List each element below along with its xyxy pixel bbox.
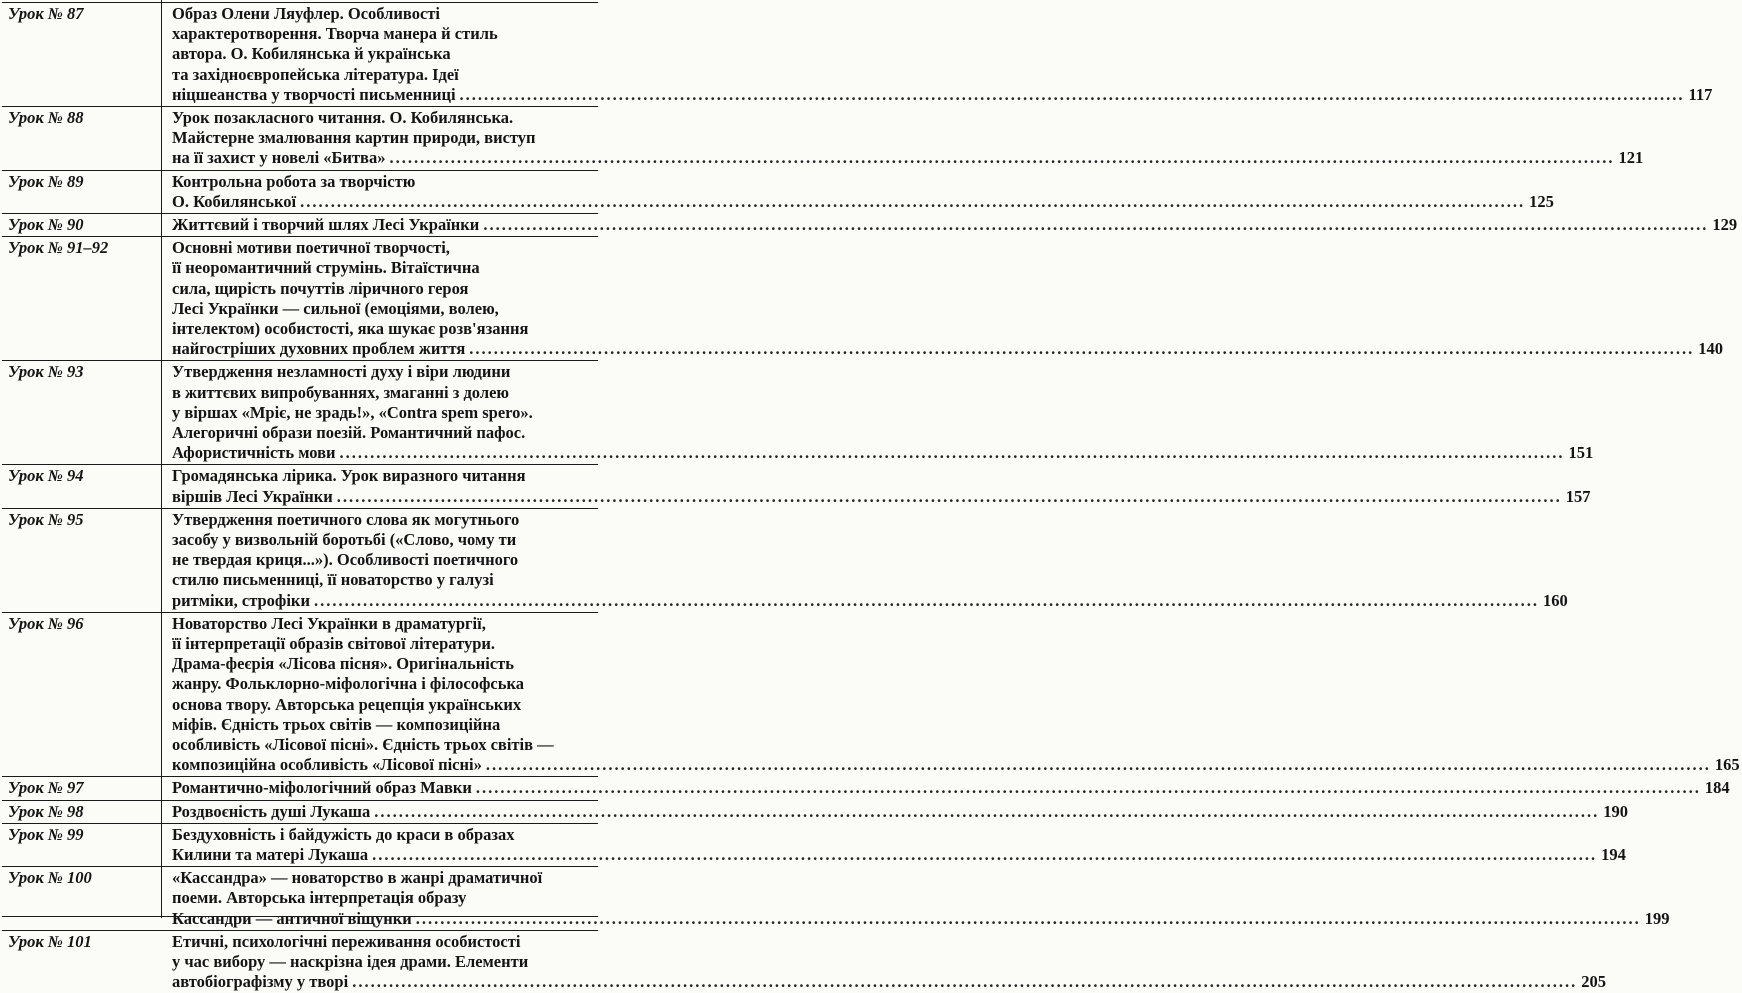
page-number: 129 [1712, 215, 1738, 234]
topic-text-line: Утвердження незламності духу і віри людини [172, 362, 511, 382]
topic-text-line: стилю письменниці, її новаторство у галузі [172, 570, 494, 590]
topic-text-line: Життєвий і творчий шлях Лесі Українки [172, 215, 480, 234]
topic-text-line: не твердая криця...»). Особливості поетичного [172, 550, 519, 570]
page-number: 184 [1704, 778, 1730, 798]
toc-entry[interactable] [0, 612, 1740, 777]
topic-text-line: ритміки, строфіки [172, 590, 310, 610]
topic-text-line: Романтично-міфологічний образ Мавки [172, 778, 472, 798]
topic-text-line: Урок позакласного читання. О. Кобилянська. [172, 108, 514, 127]
dot-leader: ........................................................................................................................................................................................................ [339, 443, 1565, 463]
toc-entry[interactable] [0, 106, 1644, 170]
page-number: 140 [1698, 339, 1724, 359]
topic-text-line: Роздвоєність душі Лукаша [172, 801, 371, 821]
lesson-number: Урок № 101 [8, 931, 92, 951]
topic-text-line: її інтерпретації образів світової літератури. [172, 633, 496, 653]
dot-leader: ........................................................................................................................................................................................................ [459, 84, 1685, 104]
topic-text-line: ніцшеанства у творчості письменниці [172, 84, 456, 104]
topic-text-line: Образ Олени Ляуфлер. Особливості [172, 4, 440, 23]
dot-leader: ........................................................................................................................................................................................................ [475, 778, 1701, 798]
lesson-number: Урок № 96 [8, 613, 84, 633]
topic-text-line: поеми. Авторська інтерпретація образу [172, 888, 467, 908]
lesson-number: Урок № 93 [8, 362, 84, 382]
toc-entry[interactable] [0, 776, 1730, 799]
dot-leader: ........................................................................................................................................................................................................ [300, 191, 1526, 211]
topic-text-line: у віршах «Мріє, не зрадь!», «Contra spem spero». [172, 402, 533, 422]
toc-entry[interactable] [0, 2, 1713, 106]
topic-text-line: сила, щирість почуттів ліричного героя [172, 278, 469, 298]
topic-text-line: віршів Лесі Українки [172, 486, 333, 506]
page-number: 205 [1581, 972, 1606, 992]
topic-text-line: міфів. Єдність трьох світів — композиційна [172, 714, 501, 734]
toc-entry[interactable] [0, 930, 1606, 993]
lesson-number: Урок № 99 [8, 824, 84, 844]
dot-leader: ........................................................................................................................................................................................................ [313, 590, 1539, 610]
dot-leader: ........................................................................................................................................................................................................ [415, 908, 1641, 928]
dot-leader: ........................................................................................................................................................................................................ [374, 801, 1600, 821]
toc-entry[interactable] [0, 236, 1724, 360]
toc-entry[interactable] [0, 464, 1591, 507]
lesson-number: Урок № 98 [8, 801, 84, 821]
page-number: 157 [1565, 486, 1591, 506]
topic-text-line: Основні мотиви поетичної творчості, [172, 238, 450, 258]
page-number: 194 [1601, 844, 1626, 864]
page-number: 165 [1714, 755, 1740, 775]
page-number: 125 [1529, 191, 1554, 211]
topic-text-line: О. Кобилянської [172, 191, 297, 211]
page-number: 190 [1603, 801, 1628, 821]
lesson-number: Урок № 90 [8, 215, 84, 234]
toc-entry[interactable] [0, 800, 1628, 823]
topic-text-line: «Кассандра» — новаторство в жанрі драматичної [172, 868, 543, 888]
dot-leader: ........................................................................................................................................................................................................ [336, 486, 1562, 506]
topic-text-line: Драма-феєрія «Лісова пісня». Оригінальність [172, 654, 514, 674]
topic-text-line: жанру. Фольклорно-міфологічна і філософська [172, 674, 524, 694]
dot-leader: ........................................................................................................................................................................................................ [352, 972, 1578, 992]
topic-text-line: Килини та матері Лукаша [172, 844, 369, 864]
topic-text-line: її неоромантичний струмінь. Вітаїстична [172, 258, 480, 278]
page-number: 117 [1688, 84, 1713, 104]
page-number: 199 [1644, 908, 1670, 928]
toc-entry[interactable] [0, 170, 1554, 213]
row-separator [2, 916, 598, 917]
topic-text-line: та західноєвропейська література. Ідеї [172, 64, 459, 84]
topic-text-line: особливість «Лісової пісні». Єдність трьох світів — [172, 734, 554, 754]
topic-text-line: Майстерне змалювання картин природи, виступ [172, 128, 536, 148]
toc-entry[interactable] [0, 360, 1594, 464]
page-number: 160 [1542, 590, 1568, 610]
topic-text-line: Новаторство Лесі Українки в драматургії, [172, 613, 486, 633]
page-number: 121 [1618, 148, 1644, 168]
topic-text-line: основа твору. Авторська рецепція українських [172, 694, 522, 714]
topic-text-line: характеротворення. Творча манера й стиль [172, 24, 498, 44]
topic-text-line: Афористичність мови [172, 443, 336, 463]
lesson-number: Урок № 97 [8, 778, 84, 798]
topic-text-line: Лесі Українки — сильної (емоціями, волею, [172, 298, 499, 318]
topic-text-line: в життєвих випробуваннях, змаганні з долею [172, 382, 510, 402]
toc-entry[interactable] [0, 866, 1670, 930]
topic-text-line: Бездуховність і байдужість до краси в образах [172, 824, 515, 844]
page-number: 151 [1568, 443, 1594, 463]
dot-leader: ........................................................................................................................................................................................................ [485, 755, 1711, 775]
toc-entry[interactable] [0, 508, 1568, 612]
topic-text-line: Алегоричні образи поезій. Романтичний пафос. [172, 422, 526, 442]
topic-text-line: засобу у визвольній боротьбі («Слово, чому ти [172, 529, 517, 549]
topic-text-line: на її захист у новелі «Битва» [172, 148, 386, 168]
dot-leader: ........................................................................................................................................................................................................ [469, 339, 1695, 359]
lesson-number: Урок № 88 [8, 108, 84, 127]
dot-leader: ........................................................................................................................................................................................................ [389, 148, 1615, 168]
lesson-number: Урок № 94 [8, 466, 84, 486]
toc-entry[interactable] [0, 213, 1738, 236]
lesson-number: Урок № 89 [8, 171, 84, 191]
topic-text-line: інтелектом) особистості, яка шукає розв'язання [172, 318, 529, 338]
topic-text-line: Кассандри — античної віщунки [172, 908, 412, 928]
topic-text-line: у час вибору — наскрізна ідея драми. Елементи [172, 951, 529, 971]
topic-text-line: автора. О. Кобилянська й українська [172, 44, 451, 64]
topic-text-line: Етичні, психологічні переживання особистості [172, 931, 521, 951]
lesson-number: Урок № 100 [8, 868, 92, 888]
lesson-number: Урок № 95 [8, 509, 84, 529]
topic-text-line: автобіографізму у творі [172, 972, 349, 992]
topic-text-line: композиційна особливість «Лісової пісні» [172, 755, 482, 775]
topic-text-line: найгостріших духовних проблем життя [172, 339, 466, 359]
topic-text-line: Громадянська лірика. Урок виразного читання [172, 466, 526, 486]
dot-leader: ........................................................................................................................................................................................................ [372, 844, 1598, 864]
topic-text-line: Контрольна робота за творчістю [172, 171, 416, 191]
topic-text-line: Утвердження поетичного слова як могутнього [172, 509, 520, 529]
toc-entry[interactable] [0, 823, 1626, 866]
lesson-number: Урок № 91–92 [8, 238, 109, 258]
lesson-number: Урок № 87 [8, 4, 84, 23]
dot-leader: ........................................................................................................................................................................................................ [483, 215, 1709, 234]
